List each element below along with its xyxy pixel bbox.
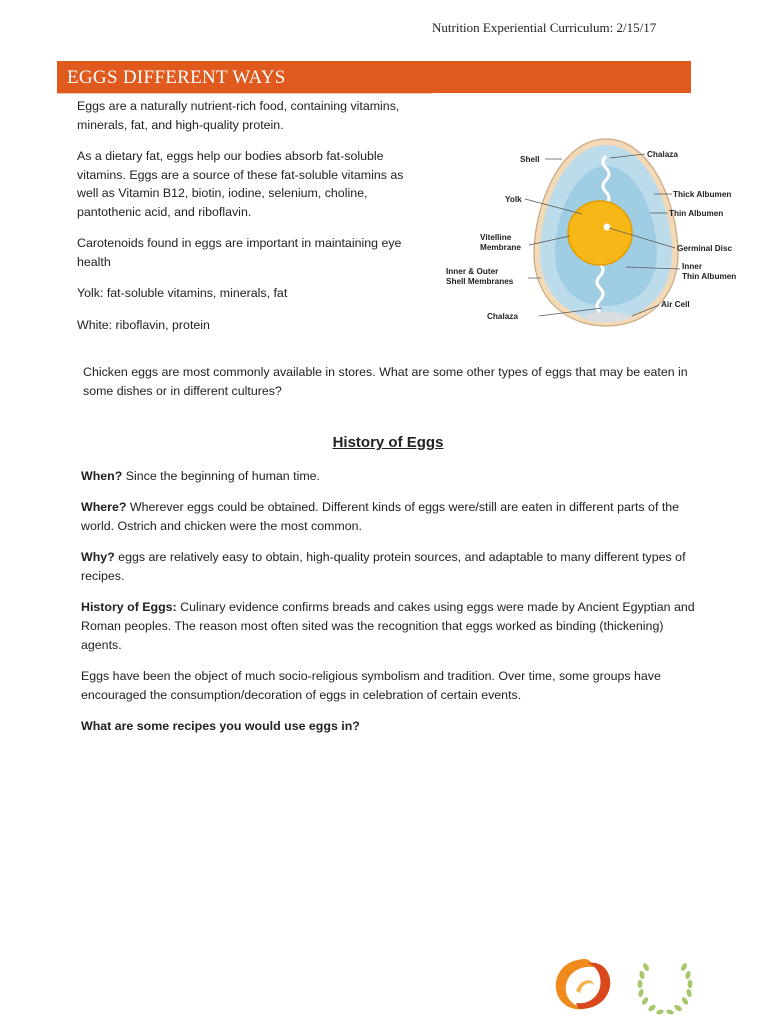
label-inner-thin-1: Inner [682, 262, 703, 271]
history-where [81, 498, 706, 536]
intro-paragraph-nutrients: Eggs are a naturally nutrient-rich food, containing vitamins, minerals, fat, and high-quality protein. [77, 99, 400, 132]
why-text: eggs are relatively easy to obtain, high-quality protein sources, and adaptable to many different types of recipes. [81, 550, 686, 583]
when-text: Since the beginning of human time. [122, 469, 320, 483]
history-of-eggs-label: History of Eggs: [81, 600, 177, 614]
recipes-question: What are some recipes you would use eggs in? [81, 719, 360, 733]
where-text: Wherever eggs could be obtained. Different kinds of eggs were/still are eaten in different parts of the world. Ostrich and chicken were the most common. [81, 500, 680, 533]
title-banner [57, 61, 691, 93]
intro-paragraph-fat-soluble: As a dietary fat, eggs help our bodies absorb fat-soluble vitamins. Eggs are a source of these fat-soluble vitamins as well as Vitamin B12, biotin, iodine, selenium, choline, pantothenic acid, and riboflavin. [77, 149, 404, 219]
swirl-logo-icon [550, 955, 616, 1013]
where-label: Where? [81, 500, 127, 514]
egg-types-question: Chicken eggs are most commonly available in stores. What are some other types of eggs that may be eaten in some dishes or in different cultures? [83, 365, 688, 398]
label-vitelline-1: Vitelline [480, 233, 512, 242]
label-germinal-disc: Germinal Disc [677, 244, 733, 253]
history-culinary [81, 598, 706, 655]
intro-paragraph-carotenoids: Carotenoids found in eggs are important in maintaining eye health [77, 236, 402, 269]
title-divider [57, 93, 433, 94]
intro-section [77, 97, 427, 347]
egg-yolk [568, 201, 632, 265]
history-section [81, 467, 706, 748]
label-inner-thin-2: Thin Albumen [682, 272, 737, 281]
when-label: When? [81, 469, 123, 483]
label-shell: Shell [520, 155, 540, 164]
label-air-cell: Air Cell [661, 300, 690, 309]
label-chalaza-top: Chalaza [647, 150, 678, 159]
history-heading: History of Eggs [332, 434, 444, 451]
history-when [81, 467, 706, 486]
history-why [81, 548, 706, 586]
label-yolk: Yolk [505, 195, 522, 204]
history-symbolism: Eggs have been the object of much socio-religious symbolism and tradition. Over time, some groups have encouraged the consumption/decoration of eggs in celebration of certain events. [81, 669, 661, 702]
label-thin-albumen: Thin Albumen [669, 209, 724, 218]
history-of-eggs-text: Culinary evidence confirms breads and cakes using eggs were made by Ancient Egyptian and Roman peoples. The reason most often sited was the recognition that eggs worked as binding (thickening) agents. [81, 600, 695, 652]
label-vitelline-2: Membrane [480, 243, 521, 252]
header-curriculum-date: Nutrition Experiential Curriculum: 2/15/17 [432, 20, 657, 35]
intro-paragraph-white: White: riboflavin, protein [77, 317, 210, 332]
germinal-disc [604, 224, 611, 231]
label-shell-membranes-1: Inner & Outer [446, 267, 499, 276]
page-title: EGGS DIFFERENT WAYS [67, 67, 286, 88]
label-thick-albumen: Thick Albumen [673, 190, 732, 199]
label-chalaza-bottom: Chalaza [487, 312, 518, 321]
intro-paragraph-yolk: Yolk: fat-soluble vitamins, minerals, fat [77, 286, 288, 300]
egg-anatomy-diagram [442, 136, 762, 336]
why-label: Why? [81, 550, 115, 564]
label-shell-membranes-2: Shell Membranes [446, 277, 514, 286]
laurel-wreath-icon [634, 955, 696, 1017]
